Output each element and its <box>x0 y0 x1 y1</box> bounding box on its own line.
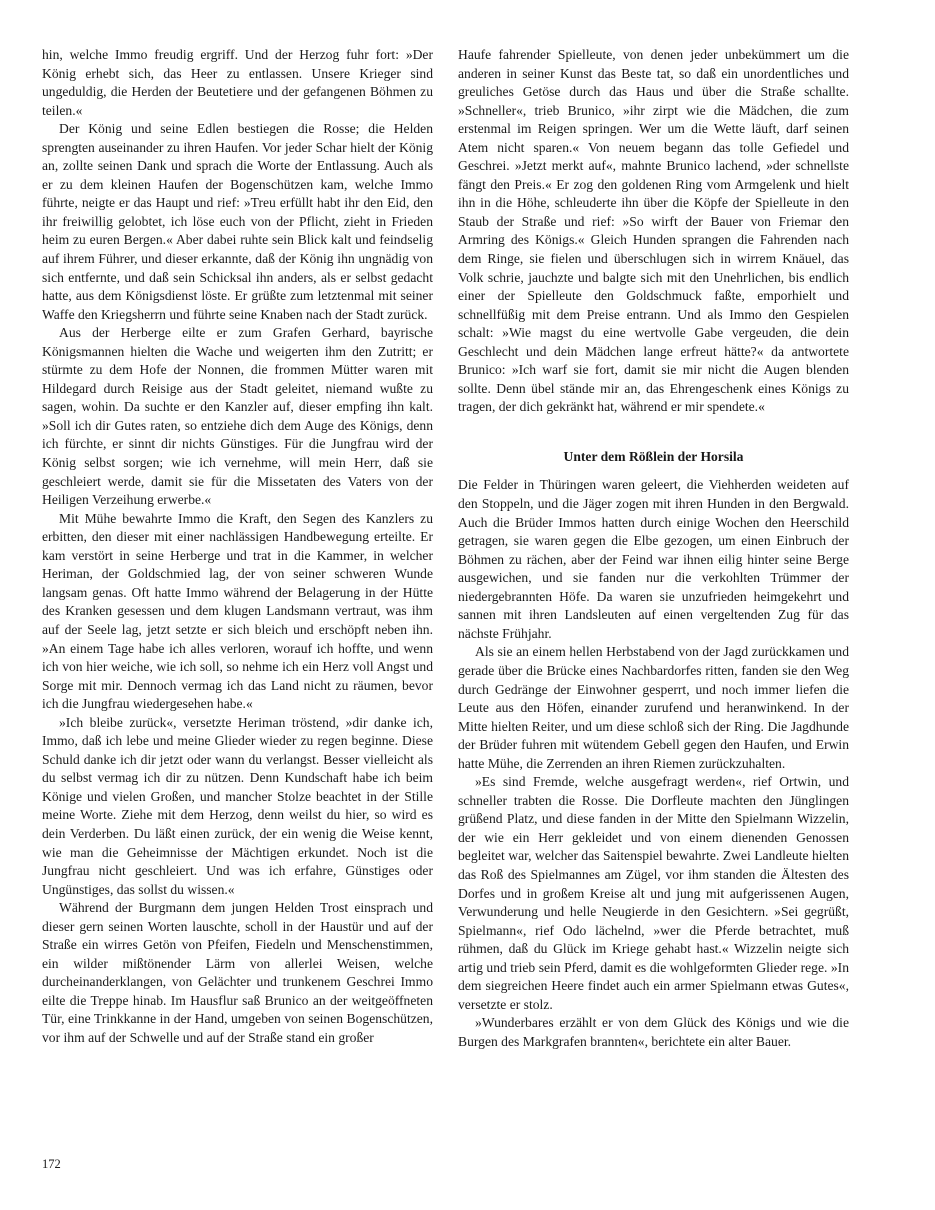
paragraph: Haufe fahrender Spielleute, von denen jeder unbekümmert um die anderen in seiner Kunst das Beste tat, so daß ein unordentliches und greuliches Getöse durch das Haus und über die Straße schallte. »Schneller«, trieb Brunico, »ihr zirpt wie die Mädchen, die zum erstenmal im Reigen springen. Wer um die Wette läuft, darf seinen Atem nicht sparen.« Von neuem begann das tolle Gefiedel und Geschrei. »Jetzt merkt auf«, mahnte Brunico lachend, »der schnellste fängt den Preis.« Er zog den goldenen Ring vom Armgelenk und hielt ihn in die Höhe, schleuderte ihn über die Köpfe der Spielleute in den Staub der Straße und rief: »So wirft der Bauer von Friemar den Armring des Königs.« Gleich Hunden sprangen die Fahrenden nach dem Ringe, sie fielen und überschlugen sich in wirrem Knäuel, das Volk schrie, jauchzte und balgte sich mit den Unehrlichen, bis endlich einer der Spielleute den Goldschmuck faßte, emporhielt und schnellfüßig mit dem Preise entrann. Und als Immo den Gespielen schalt: »Wie magst du eine wertvolle Gabe vergeuden, die dein Geschlecht und dein Mädchen lange erfreut hätte?« da antwortete Brunico: »Ich warf sie fort, damit sie mir nicht die Augen blenden sollte. Denn übel stände mir an, das Ehrengeschenk eines Königs zu tragen, der dich gekränkt hat, während er mir spendete.« <box>458 47 849 415</box>
paragraph: Mit Mühe bewahrte Immo die Kraft, den Segen des Kanzlers zu erbitten, den dieser mit einer nachlässigen Handbewegung erteilte. Er kam verstört in seine Herberge und trat in die Kammer, in welcher Heriman, der Goldschmied lag, der von seiner schweren Wunde langsam genas. Oft hatte Immo während der Belagerung in der Hütte des Kranken gesessen und dem klugen Landsmann vertraut, was ihm auf der Seele lag, jetzt setzte er sich bleich und erschöpft neben ihn. »An einem Tage habe ich alles verloren, worauf ich hoffte, und wenn ich von hier weiche, wie ich soll, so nehme ich ein Herz voll Angst und Sorge mit mir. Dennoch vermag ich das Land nicht zu räumen, bevor ich die Jungfrau wiedergesehen habe.« <box>42 510 433 712</box>
paragraph: Während der Burgmann dem jungen Helden Trost einsprach und dieser gern seinen Worten lauschte, scholl in der Haustür und auf der Straße ein wirres Getön von Pfeifen, Fiedeln und Menschenstimmen, ein wilder mißtönender Lärm von allerlei Weisen, welche durcheinanderklangen, von Gelächter und trunkenem Geschrei Immo eilte die Treppe hinab. Im Hausflur saß Brunico an der weitgeöffneten Tür, eine Trinkkanne in der Hand, umgeben von seinen Bogenschützen, vor ihm auf der Schwelle und auf der Straße stand ein großer <box>42 900 433 1045</box>
paragraph: »Wunderbares erzählt er von dem Glück des Königs und wie die Burgen des Markgrafen brannten«, berichtete ein alter Bauer. <box>458 1015 849 1049</box>
paragraph: »Es sind Fremde, welche ausgefragt werden«, rief Ortwin, und schneller trabten die Rosse. Die Dorfleute machten den Jünglingen grüßend Platz, und diese fanden in der Mitte den Spielmann Wizzelin, der wie ein Herr gekleidet und von einem dienenden Genossen begleitet war, welcher das Saitenspiel bewahrte. Zwei Landleute hielten das Roß des Spielmannes am Zügel, vor ihm standen die Ältesten des Dorfes und in großem Kreise alt und jung mit aufgerissenen Augen, Verwunderung und helle Neugierde in den Gesichtern. »Sei gegrüßt, Spielmann«, rief Odo lächelnd, »wer die Pferde betrachtet, muß rühmen, daß du Glück im Kriege gehabt hast.« Wizzelin neigte sich artig und trieb sein Pferd, damit es die wohlgeformten Glieder rege. »In dem siegreichen Heere findet auch ein armer Spielmann etwas Gutes«, versetzte er stolz. <box>458 774 849 1012</box>
paragraph: »Ich bleibe zurück«, versetzte Heriman tröstend, »dir danke ich, Immo, daß ich lebe und meine Glieder wieder zu regen beginne. Diese Schuld danke ich dir jetzt oder wann du verlangst. Besser vielleicht als du selbst vermag ich dir zu nützen. Denn Kundschaft habe ich beim Könige und vielen Großen, und mancher Stolze beachtet in der Stille meine Worte. Ziehe mit dem Herzog, denn weilst du hier, so wird es dein Verderben. Du läßt einen zurück, der ein wenig die Weise kennt, wie man die Geheimnisse der Mächtigen erkundet. Noch ist die Jungfrau nicht geschleiert. Und was ich erfahre, Günstiges oder Ungünstiges, das sollst du wissen.« <box>42 714 433 897</box>
page-number: 172 <box>42 1157 61 1171</box>
paragraph: hin, welche Immo freudig ergriff. Und der Herzog fuhr fort: »Der König erhebt sich, das Heer zu entlassen. Unsere Krieger sind ungeduldig, die Herden der Beutetiere und der gefangenen Böhmen zu teilen.« <box>42 47 433 118</box>
paragraph: Der König und seine Edlen bestiegen die Rosse; die Helden sprengten auseinander zu ihren Haufen. Vor jeder Schar hielt der König an, zollte seinen Dank und sprach die Worte der Entlassung. Auch als er zu dem kleinen Haufen der Bogenschützen kam, welche Immo führte, neigte er das Haupt und rief: »Treu erfüllt habt ihr den Eid, den ihr freiwillig gelobtet, ich löse euch von der Pflicht, zieht in Frieden heim zu euren Bergen.« Aber dabei ruhte sein Blick kalt und feindselig auf ihrem Führer, und dieser erkannte, daß der König ihn ungnädig von sich entfernte, und daß sein Schicksal ihn anders, als er selbst gedacht hatte, aus dem Königsdienst löste. Er grüßte zum letztenmal mit seiner Waffe den Kriegsherrn und führte seine Knaben nach der Stadt zurück. <box>42 121 433 322</box>
left-column <box>42 46 433 1048</box>
paragraph: Aus der Herberge eilte er zum Grafen Gerhard, bayrische Königsmannen hielten die Wache und weigerten ihm den Zutritt; er stürmte zu dem Hofe der Nonnen, die frommen Mütter waren mit Hildegard durch Reisige aus der Stadt geleitet, niemand wußte zu sagen, wohin. Da suchte er den Kanzler auf, dieser empfing ihn kalt. »Soll ich dir Gutes raten, so entziehe dich dem Auge des Königs, denn ich fürchte, er sinnt dir nichts Günstiges. Für die Jungfrau wird der König selbst sorgen; wie ich vernehme, will mein Herr, daß sie geschleiert werde, damit sie für die Missetaten des Vaters von der Heiligen Verzeihung erwerbe.« <box>42 325 433 508</box>
section-heading: Unter dem Rößlein der Horsila <box>563 448 744 464</box>
paragraph: Als sie an einem hellen Herbstabend von der Jagd zurückkamen und gerade über die Brücke eines Nachbardorfes ritten, fanden sie den Weg durch Gedränge der Einwohner gesperrt, und noch immer liefen die Leute aus den Höfen, einander zurufend und heranwinkend. In der Mitte hielten Reiter, und um diese schloß sich der Ring. Die Jagdhunde der Brüder fuhren mit wütendem Gebell gegen den Haufen, und Erwin hatte Mühe, die Zerrenden an ihren Riemen zurückzuhalten. <box>458 644 849 771</box>
paragraph: Die Felder in Thüringen waren geleert, die Viehherden weideten auf den Stoppeln, und die Jäger zogen mit ihren Hunden in den Bergwald. Auch die Brüder Immos hatten durch einige Wochen den Heerschild getragen, sie waren gegen die Elbe gezogen, um einen Einbruch der Böhmen zu rächen, aber der Feind war ihnen eilig hinter seine Berge ausgewichen, und sie fanden nur die verkohlten Trümmer der niedergebrannten Höfe. Da waren sie unzufrieden heimgekehrt und sannen mit ihren Landsleuten auf einen vergeltenden Zug für das nächste Frühjahr. <box>458 477 849 641</box>
right-column <box>458 46 849 1051</box>
